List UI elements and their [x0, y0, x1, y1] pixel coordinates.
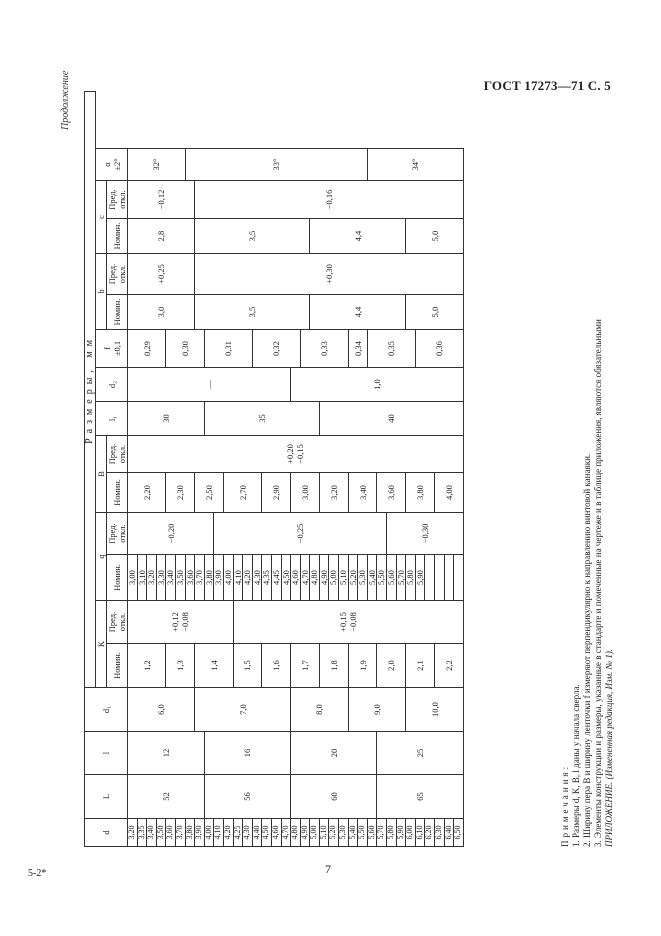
page-number: 7 — [325, 862, 331, 876]
cell-bn: 3,0 — [128, 295, 195, 330]
cell-q: 3,00 — [128, 555, 138, 601]
cell-q: 5,40 — [367, 555, 377, 601]
cell-l: 12 — [128, 732, 205, 775]
cell-q: 5,10 — [339, 555, 349, 601]
cell-q — [454, 555, 464, 601]
cell-Bt: +0,20 −0,15 — [128, 436, 464, 473]
cell-f: 0,31 — [204, 330, 252, 368]
cell-d: 5,50 — [358, 819, 368, 847]
cell-Bn: 2,90 — [262, 473, 291, 513]
cell-ct: −0,12 — [128, 181, 195, 219]
cell-Bn: 3,40 — [348, 473, 377, 513]
footer-mark: 5-2* — [28, 868, 47, 879]
cell-f: 0,34 — [348, 330, 367, 368]
table-row — [128, 91, 138, 846]
cell-q: 3,60 — [185, 555, 195, 601]
cell-q: 4,90 — [319, 555, 329, 601]
col-d-header: d — [85, 819, 128, 847]
cell-q: 3,80 — [204, 555, 214, 601]
cell-Kn: 1,7 — [291, 644, 320, 688]
note-item: 3. Элементы конструкции и размеры, указанные в стандарте и помеченные на чертеже и в таблице приложения, являются обязательными — [593, 319, 603, 847]
cell-Bn: 2,30 — [166, 473, 195, 513]
col-l-header: l — [85, 732, 128, 775]
cell-al: 34° — [367, 149, 463, 181]
cell-q: 4,45 — [271, 555, 281, 601]
B-nom-header: Номин. — [107, 473, 128, 513]
cell-Kn: 1,2 — [128, 644, 166, 688]
cell-d: 6,20 — [425, 819, 435, 847]
cell-f: 0,29 — [128, 330, 166, 368]
col-alpha-header: α ±2° — [96, 149, 128, 181]
cell-l: 16 — [204, 732, 290, 775]
cell-d: 4,20 — [223, 819, 233, 847]
cell-q: 4,00 — [223, 555, 233, 601]
cell-l: 20 — [291, 732, 377, 775]
cell-d: 5,10 — [319, 819, 329, 847]
cell-L: 56 — [204, 775, 290, 819]
cell-d: 4,70 — [281, 819, 291, 847]
cell-d: 5,00 — [310, 819, 320, 847]
cell-d: 3,50 — [156, 819, 166, 847]
cell-Bn: 2,70 — [223, 473, 261, 513]
cell-Kn: 2,2 — [435, 644, 464, 688]
cell-Bn: 2,50 — [195, 473, 224, 513]
cell-bn: 3,5 — [195, 295, 310, 330]
cell-q: 4,20 — [243, 555, 253, 601]
col-f-header: f ±0,1 — [96, 330, 128, 368]
cell-f: 0,30 — [166, 330, 204, 368]
cell-L: 65 — [377, 775, 463, 819]
cell-l1: 30 — [128, 402, 205, 436]
cell-q: 3,20 — [147, 555, 157, 601]
cell-cn: 3,5 — [195, 219, 310, 254]
cell-d: 5,90 — [396, 819, 406, 847]
cell-Bn: 2,20 — [128, 473, 166, 513]
col-K-header: K — [96, 601, 107, 688]
cell-Bn: 3,80 — [406, 473, 435, 513]
cell-d2: — — [128, 368, 291, 402]
cell-q: 5,50 — [377, 555, 387, 601]
cell-d: 3,70 — [175, 819, 185, 847]
c-tol-header: Пред. откл. — [107, 181, 128, 219]
K-tol-header: Пред. откл. — [107, 601, 128, 644]
cell-f: 0,33 — [300, 330, 348, 368]
sizes-header: Размеры, мм — [85, 91, 96, 687]
cell-d: 3,35 — [137, 819, 147, 847]
cell-q: 4,30 — [252, 555, 262, 601]
cell-q: 5,20 — [348, 555, 358, 601]
cell-q: 3,70 — [195, 555, 205, 601]
cell-d: 6,10 — [415, 819, 425, 847]
cell-cn: 4,4 — [310, 219, 406, 254]
cell-d: 5,40 — [348, 819, 358, 847]
cell-d: 4,80 — [291, 819, 301, 847]
cell-l1: 40 — [319, 402, 463, 436]
cell-q: 5,80 — [406, 555, 416, 601]
cell-bn: 5,0 — [406, 295, 464, 330]
cell-al: 33° — [185, 149, 367, 181]
cell-q: 3,10 — [137, 555, 147, 601]
cell-Kn: 1,3 — [166, 644, 195, 688]
cell-q: 4,10 — [233, 555, 243, 601]
cell-d: 6,50 — [454, 819, 464, 847]
cell-Bn: 3,20 — [319, 473, 348, 513]
cell-d1: 6,0 — [128, 688, 195, 732]
cell-L: 52 — [128, 775, 205, 819]
cell-d: 5,30 — [339, 819, 349, 847]
col-L-header: L — [85, 775, 128, 819]
cell-bt: +0,30 — [195, 254, 464, 295]
cell-Kn: 1,9 — [348, 644, 377, 688]
cell-Kt: +0,12 −0,08 — [128, 601, 234, 644]
col-l1-header: l₁ — [96, 402, 128, 436]
cell-d: 6,00 — [406, 819, 416, 847]
col-d1-header: d₁ — [85, 688, 128, 732]
cell-d: 5,60 — [367, 819, 377, 847]
cell-Kt: +0,15 −0,08 — [233, 601, 463, 644]
drill-dimensions-table — [84, 91, 464, 847]
q-nom-header: Номин. — [107, 555, 128, 601]
note-item: 1. Размеры d, K, B, l даны у начала сверла. — [571, 684, 581, 847]
b-tol-header: Пред. откл. — [107, 254, 128, 295]
cell-q: 5,70 — [396, 555, 406, 601]
cell-Bn: 4,00 — [435, 473, 464, 513]
cell-cn: 2,8 — [128, 219, 195, 254]
cell-d: 6,30 — [435, 819, 445, 847]
cell-al: 32° — [128, 149, 186, 181]
cell-q: 3,30 — [156, 555, 166, 601]
continuation-label: Продолжение — [60, 70, 71, 130]
cell-d: 5,80 — [387, 819, 397, 847]
cell-qt: −0,25 — [214, 513, 387, 555]
cell-d: 3,90 — [195, 819, 205, 847]
note-item: ПРИЛОЖЕНИЕ. (Измененная редакция, Изм. № 1). — [604, 648, 614, 847]
q-tol-header: Пред. откл. — [107, 513, 128, 555]
col-d2-header: d₂ — [96, 368, 128, 402]
cell-d1: 9,0 — [348, 688, 406, 732]
cell-f: 0,36 — [415, 330, 463, 368]
cell-d: 4,50 — [262, 819, 272, 847]
note-item: 2. Ширину пера B и ширину ленточки f измеряют перпендикулярно к направлению винтовой канавки. — [582, 453, 592, 847]
notes-wrap — [560, 112, 620, 847]
cell-f: 0,35 — [367, 330, 415, 368]
cell-q: 3,90 — [214, 555, 224, 601]
table-body — [128, 91, 464, 846]
cell-Bn: 3,00 — [291, 473, 320, 513]
cell-d: 3,80 — [185, 819, 195, 847]
cell-Bn: 3,60 — [377, 473, 406, 513]
document-header: ГОСТ 17273—71 С. 5 — [483, 78, 611, 93]
col-c-header: c — [96, 181, 107, 254]
cell-q — [435, 555, 445, 601]
cell-d: 4,60 — [271, 819, 281, 847]
cell-q — [425, 555, 435, 601]
cell-q: 4,35 — [262, 555, 272, 601]
cell-q: 5,00 — [329, 555, 339, 601]
cell-d: 4,25 — [233, 819, 243, 847]
cell-Kn: 1,6 — [262, 644, 291, 688]
notes-block — [560, 112, 615, 847]
cell-d: 4,00 — [204, 819, 214, 847]
cell-d: 3,40 — [147, 819, 157, 847]
col-b-header: b — [96, 254, 107, 330]
cell-qt: −0,20 — [128, 513, 214, 555]
B-tol-header: Пред. откл. — [107, 436, 128, 473]
cell-Kn: 2,0 — [377, 644, 406, 688]
b-nom-header: Номин. — [107, 295, 128, 330]
cell-q: 3,50 — [175, 555, 185, 601]
cell-l1: 35 — [204, 402, 319, 436]
cell-d: 4,10 — [214, 819, 224, 847]
cell-Kn: 2,1 — [406, 644, 435, 688]
cell-d: 3,20 — [128, 819, 138, 847]
cell-d1: 8,0 — [291, 688, 349, 732]
cell-q: 3,40 — [166, 555, 176, 601]
cell-d: 5,70 — [377, 819, 387, 847]
cell-d: 3,60 — [166, 819, 176, 847]
table-wrap — [84, 112, 614, 847]
cell-d: 4,30 — [243, 819, 253, 847]
cell-d: 4,90 — [300, 819, 310, 847]
cell-d1: 7,0 — [195, 688, 291, 732]
cell-f: 0,32 — [252, 330, 300, 368]
cell-Kn: 1,4 — [195, 644, 233, 688]
cell-d: 6,40 — [444, 819, 454, 847]
cell-Kn: 1,5 — [233, 644, 262, 688]
cell-q: 5,30 — [358, 555, 368, 601]
cell-q: 5,60 — [387, 555, 397, 601]
cell-q: 4,60 — [291, 555, 301, 601]
cell-d: 4,40 — [252, 819, 262, 847]
col-q-header: q — [96, 513, 107, 601]
cell-Kn: 1,8 — [319, 644, 348, 688]
cell-q — [444, 555, 454, 601]
cell-q: 5,90 — [415, 555, 425, 601]
K-nom-header: Номин. — [107, 644, 128, 688]
cell-qt: −0,30 — [387, 513, 464, 555]
cell-bn: 4,4 — [310, 295, 406, 330]
rotated-table-block — [84, 112, 614, 847]
cell-cn: 5,0 — [406, 219, 464, 254]
c-nom-header: Номин. — [107, 219, 128, 254]
cell-l: 25 — [377, 732, 463, 775]
cell-bt: +0,25 — [128, 254, 195, 295]
cell-q: 4,70 — [300, 555, 310, 601]
cell-q: 4,80 — [310, 555, 320, 601]
cell-d: 5,20 — [329, 819, 339, 847]
cell-L: 60 — [291, 775, 377, 819]
cell-ct: −0,16 — [195, 181, 464, 219]
cell-q: 4,50 — [281, 555, 291, 601]
cell-d1: 10,0 — [406, 688, 464, 732]
cell-d2: 1,0 — [291, 368, 464, 402]
notes-title: Примечания: — [560, 763, 570, 847]
col-B-header: B — [96, 436, 107, 513]
